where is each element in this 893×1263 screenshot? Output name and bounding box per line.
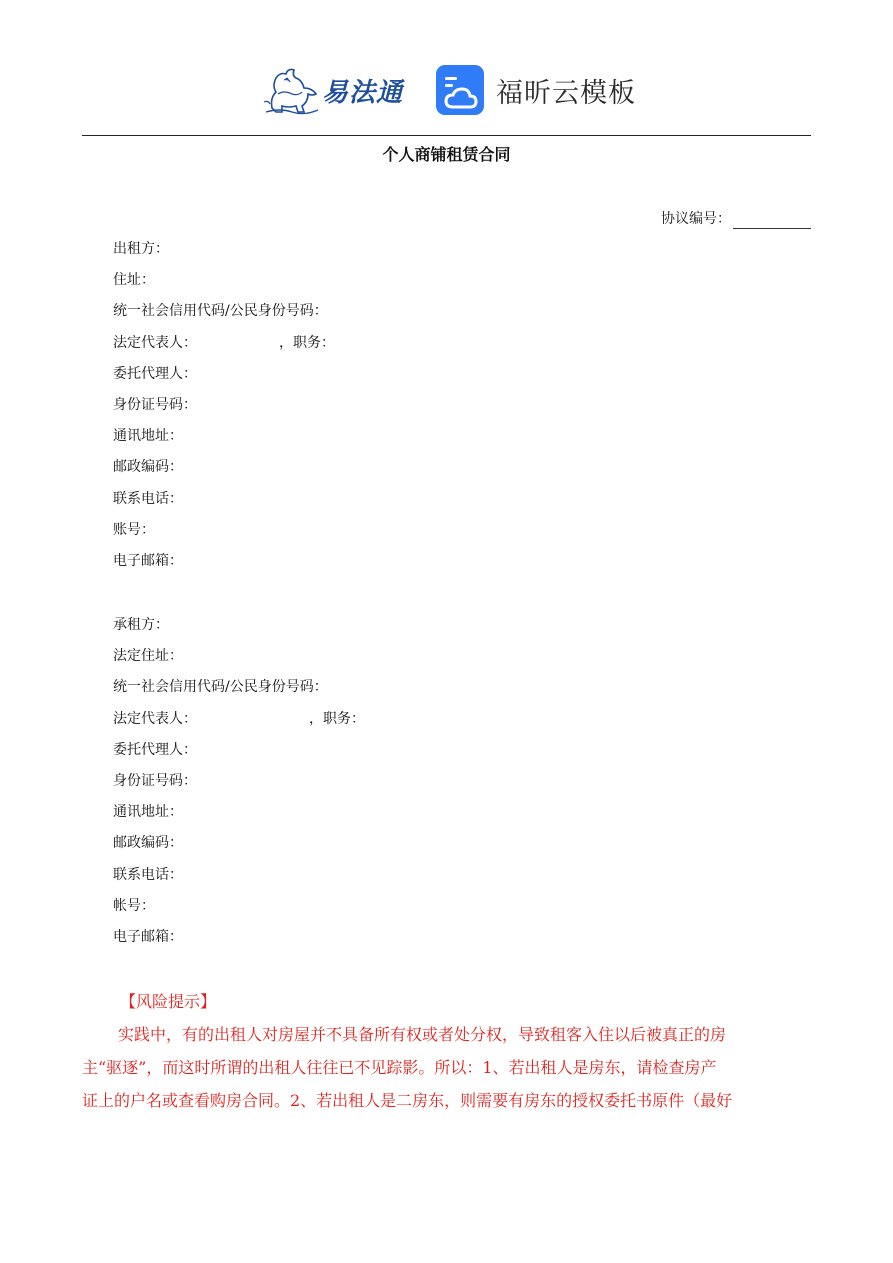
lessee-section [113, 610, 365, 953]
yifatong-logo [262, 62, 414, 118]
lessee-account-row: 帐号： [113, 897, 155, 914]
risk-notice-line-2: 主“驱逐”，而这时所谓的出租人往往已不见踪影。所以：1、若出租人是房东，请检查房产 [82, 1058, 717, 1077]
agreement-number-blank [733, 212, 811, 229]
agreement-number-label: 协议编号： [661, 211, 731, 227]
lessor-position-label: ，职务： [279, 334, 335, 351]
lessor-id-row: 身份证号码： [113, 396, 197, 413]
lessee-email-row: 电子邮箱： [113, 928, 183, 945]
lessee-credit-code-row: 统一社会信用代码/公民身份号码： [113, 679, 328, 696]
lessor-legal-rep-row [113, 328, 335, 359]
yifatong-brand-text: 易法通 [322, 77, 404, 108]
risk-notice-title: 【风险提示】 [120, 992, 217, 1011]
agreement-number [661, 209, 811, 229]
fuxin-logo [436, 64, 636, 116]
risk-notice-line-3: 证上的户名或查看购房合同。2、若出租人是二房东，则需要有房东的授权委托书原件（最好 [82, 1091, 733, 1110]
page-header [0, 58, 893, 122]
lessee-postal-row: 邮政编码： [113, 835, 183, 852]
lessee-position-label: ，职务： [309, 710, 365, 727]
lessor-postal-row: 邮政编码： [113, 459, 183, 476]
lessor-account-row: 账号： [113, 521, 155, 538]
lessee-address-row: 法定住址： [113, 648, 183, 665]
lessor-agent-row: 委托代理人： [113, 365, 197, 382]
lessee-legal-rep-row [113, 704, 365, 735]
lessee-mail-address-row: 通讯地址： [113, 804, 183, 821]
fuxin-cloud-icon [436, 65, 484, 115]
lessor-email-row: 电子邮箱： [113, 552, 183, 569]
lessee-agent-row: 委托代理人： [113, 741, 197, 758]
lessor-name-row: 出租方： [113, 241, 169, 257]
lessee-phone-row: 联系电话： [113, 866, 183, 883]
lessee-name-row: 承租方： [113, 617, 169, 633]
qilin-mascot-icon [262, 64, 320, 116]
lessor-phone-row: 联系电话： [113, 490, 183, 507]
lessor-legal-rep-label: 法定代表人： [113, 334, 197, 351]
document-title: 个人商铺租赁合同 [382, 145, 511, 164]
lessee-legal-rep-label: 法定代表人： [113, 710, 197, 727]
risk-notice-line-1: 实践中，有的出租人对房屋并不具备所有权或者处分权，导致租客入住以后被真正的房 [118, 1025, 727, 1044]
lessor-credit-code-row: 统一社会信用代码/公民身份号码： [113, 303, 328, 320]
header-divider [82, 135, 811, 136]
risk-notice [82, 986, 811, 1117]
lessor-section [113, 234, 335, 577]
lessor-mail-address-row: 通讯地址： [113, 428, 183, 445]
lessee-id-row: 身份证号码： [113, 772, 197, 789]
lessor-address-row: 住址： [113, 272, 155, 289]
fuxin-brand-text: 福昕云模板 [496, 77, 636, 109]
